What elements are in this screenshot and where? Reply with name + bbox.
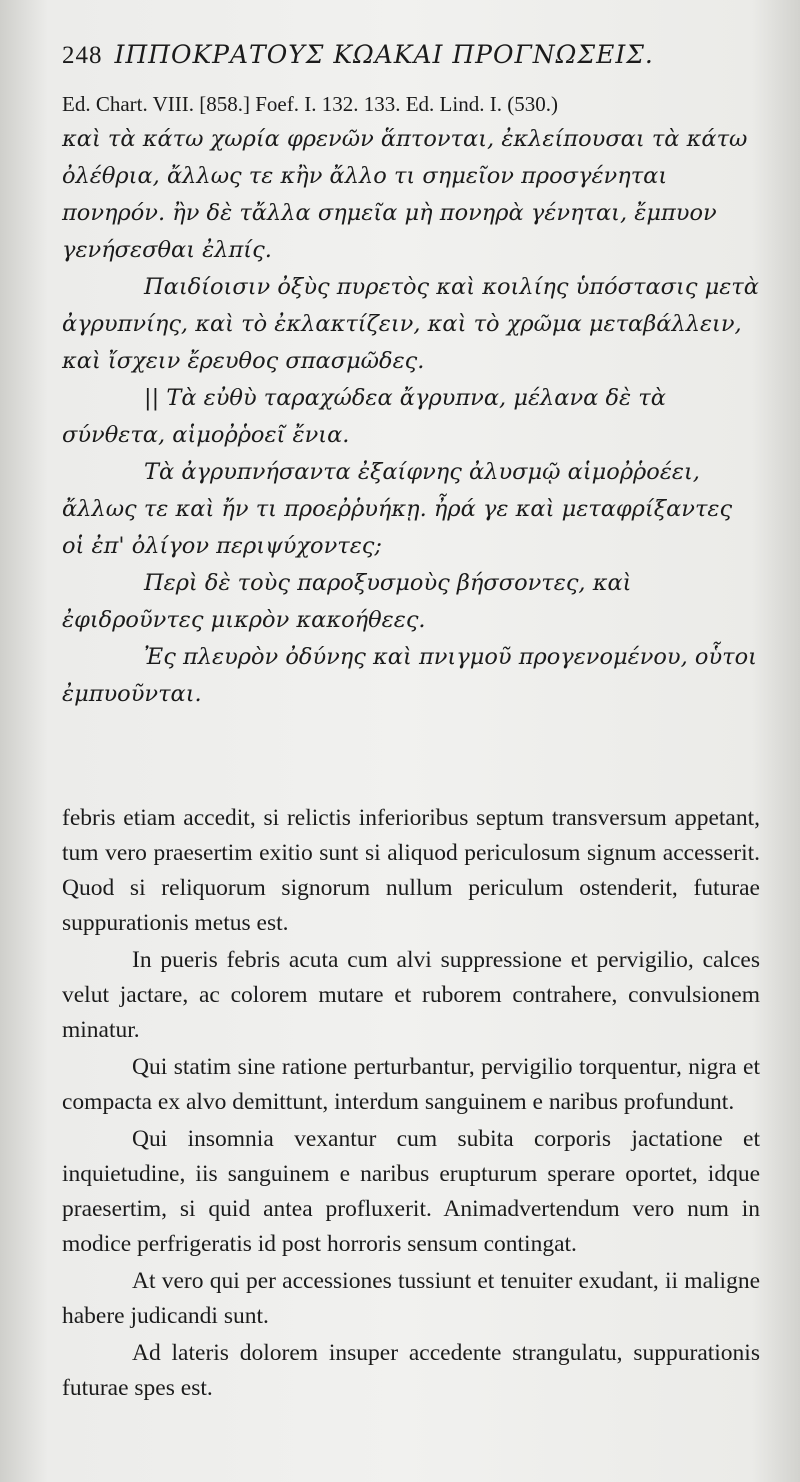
page-header [62,40,760,70]
greek-paragraph: Τὰ ἀγρυπνήσαντα ἐξαίφνης ἀλυσμῷ αἱμοῤῥοέει, ἄλλως τε καὶ ἤν τι προεῤῥυήκῃ. ἦρά γε καὶ μεταφρίξαντες οἱ ἐπ' ὀλίγον περιψύχοντες; [62,459,733,559]
latin-paragraph: In pueris febris acuta cum alvi suppressione et pervigilio, calces velut jactare, ac colorem mutare et ruborem contrahere, convulsionem minatur. [62,947,760,1043]
greek-paragraph: Παιδίοισιν ὀξὺς πυρετὸς καὶ κοιλίης ὑπόστασις μετὰ ἀγρυπνίης, καὶ τὸ ἐκλακτίζειν, καὶ τὸ χρῶμα μεταβάλλειν, καὶ ἴσχειν ἔρευθος σπασμῶδες. [62,274,759,374]
latin-paragraph: Ad lateris dolorem insuper accedente strangulatu, suppurationis futurae spes est. [62,1340,760,1401]
latin-paragraph: Qui insomnia vexantur cum subita corporis jactatione et inquietudine, iis sanguinem e naribus erupturum sperare oportet, idque praesertim, si quid antea profluxerit. Animadvertendum vero num in modice perfrigeratis id post horroris sensum contingat. [62,1126,760,1257]
greek-paragraph: καὶ τὰ κάτω χωρία φρενῶν ἅπτονται, ἐκλείπουσαι τὰ κάτω ὀλέθρια, ἄλλως τε κἢν ἄλλο τι σημεῖον προσγένηται πονηρόν. ἢν δὲ τἄλλα σημεῖα μὴ πονηρὰ γένηται, ἔμπυον γενήσεσθαι ἐλπίς. [62,126,748,263]
page-number: 248 [62,42,103,69]
greek-paragraph: Ἐς πλευρὸν ὀδύνης καὶ πνιγμοῦ προγενομένου, οὗτοι ἐμπυοῦνται. [62,644,757,707]
edition-reference: Ed. Chart. VIII. [858.] Foef. I. 132. 133. Ed. Lind. I. (530.) [62,92,558,116]
greek-text [62,121,760,713]
latin-translation [62,801,760,1406]
running-title: ΙΠΠΟΚΡΑΤΟΥΣ ΚΩΑΚΑΙ ΠΡΟΓΝΩΣΕΙΣ. [114,40,654,69]
greek-paragraph: Περὶ δὲ τοὺς παροξυσμοὺς βήσσοντες, καὶ ἐφιδροῦντες μικρὸν κακοήθεες. [62,570,632,633]
latin-paragraph: febris etiam accedit, si relictis inferioribus septum transversum appetant, tum vero praesertim exitio sunt si aliquod periculosum signum accesserit. Quod si reliquorum signorum nullum periculum ostenderit, futurae suppurationis metus est. [62,805,760,936]
greek-paragraph: || Τὰ εὐθὺ ταραχώδεα ἄγρυπνα, μέλανα δὲ τὰ σύνθετα, αἱμοῤῥοεῖ ἔνια. [62,385,666,448]
latin-paragraph: Qui statim sine ratione perturbantur, pervigilio torquentur, nigra et compacta ex alvo demittunt, interdum sanguinem e naribus profundunt. [62,1054,760,1115]
latin-paragraph: At vero qui per accessiones tussiunt et tenuiter exudant, ii maligne habere judicandi sunt. [62,1268,760,1329]
